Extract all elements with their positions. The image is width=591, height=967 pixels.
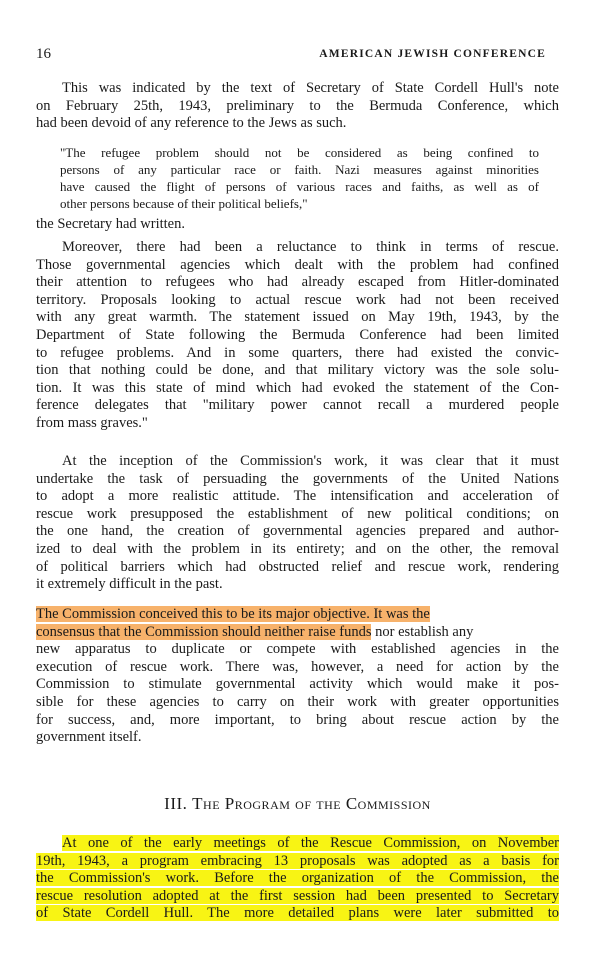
text-line: ference delegates that "military power cannot recall a murdered people [36, 397, 559, 414]
text-line: the Secretary had written. [36, 216, 185, 232]
text-line: of political barriers which had obstructed relief and rescue work, rendering [36, 558, 559, 575]
text-line: tion. It was this state of mind which had evoked the statement of the Con- [36, 379, 559, 396]
highlighted-text: the Commission's work. Before the organization of the Commission, the [36, 870, 559, 887]
section-numeral: III. [164, 794, 188, 813]
text-line: Those governmental agencies which dealt with the problem had confined [36, 256, 559, 273]
highlighted-text: rescue resolution adopted at the first session had been presented to Secretary [36, 887, 559, 904]
section-heading [36, 794, 559, 814]
text-line: undertake the task of persuading the governments of the United Nations [36, 470, 559, 487]
text-line: with any great warmth. The statement issued on May 19th, 1943, by the [36, 309, 559, 326]
text-line: rescue work presupposed the establishment of new political conditions; on [36, 505, 559, 522]
text-line: had been devoid of any reference to the Jews as such. [36, 115, 347, 132]
text-line [36, 835, 559, 853]
text-line [36, 624, 559, 642]
text-line [36, 853, 559, 871]
text-line: on February 25th, 1943, preliminary to the Bermuda Conference, which [36, 97, 559, 114]
after-quote [36, 216, 559, 234]
text-line: it extremely difficult in the past. [36, 576, 223, 593]
text-line: to refugee problems. And in some quarters, there had existed the convic- [36, 344, 559, 361]
line-continuation: nor establish any [371, 623, 474, 640]
text-line: Moreover, there had been a reluctance to think in terms of rescue. [62, 239, 559, 255]
paragraph-2 [36, 239, 559, 433]
highlighted-text: The Commission conceived this to be its major objective. It was the [36, 606, 430, 622]
quote-line: persons of any particular race or faith. Nazi measures against minorities [60, 162, 539, 177]
text-line: to adopt a more realistic attitude. The intensification and acceleration of [36, 488, 559, 505]
text-line: This was indicated by the text of Secretary of State Cordell Hull's note [62, 80, 559, 96]
paragraph-3 [36, 453, 559, 594]
text-line: territory. Proposals looking to actual rescue work had not been received [36, 291, 559, 308]
text-line: execution of rescue work. There was, however, a need for action by the [36, 658, 559, 675]
quote-line: other persons because of their political beliefs," [60, 196, 308, 211]
text-line: government itself. [36, 729, 142, 746]
text-line [36, 870, 559, 888]
text-line [36, 606, 559, 624]
text-line: the one hand, the creation of governmental agencies prepared and author- [36, 523, 559, 540]
text-line: Department of State following the Bermuda Conference had been limited [36, 326, 559, 343]
text-line: At the inception of the Commission's work, it was clear that it must [62, 453, 559, 469]
running-head: AMERICAN JEWISH CONFERENCE [319, 48, 546, 60]
paragraph-4 [36, 606, 559, 747]
page-header [36, 46, 546, 66]
text-line: sible for these agencies to carry on their work with greater opportunities [36, 693, 559, 710]
quote-line: "The refugee problem should not be considered as being confined to [60, 145, 539, 160]
highlighted-text: of State Cordell Hull. The more detailed plans were later submitted to [36, 905, 559, 922]
text-line: their attention to refugees who had already escaped from Hitler-dominated [36, 274, 559, 291]
text-line: new apparatus to duplicate or compete with established agencies in the [36, 641, 559, 658]
highlighted-text: At one of the early meetings of the Rescue Commission, on November [62, 835, 559, 851]
text-line [36, 905, 559, 923]
paragraph-5 [36, 835, 559, 923]
text-line: Commission to stimulate governmental activity which would make it pos- [36, 676, 559, 693]
text-line: tion that nothing could be done, and that military victory was the sole solu- [36, 362, 559, 379]
text-line: from mass graves." [36, 414, 148, 431]
text-line: for success, and, more important, to bring about rescue action by the [36, 711, 559, 728]
block-quote [60, 144, 539, 212]
section-title: The Program of the Commission [192, 794, 431, 813]
text-line [36, 888, 559, 906]
highlighted-text: 19th, 1943, a program embracing 13 proposals was adopted as a basis for [36, 852, 559, 869]
page-number: 16 [36, 46, 51, 62]
text-line: ized to deal with the problem in its entirety; and on the other, the removal [36, 540, 559, 557]
highlighted-text: consensus that the Commission should neither raise funds [36, 623, 372, 640]
quote-line: have caused the flight of persons of various races and faiths, as well as of [60, 179, 539, 194]
paragraph-1 [36, 80, 559, 133]
